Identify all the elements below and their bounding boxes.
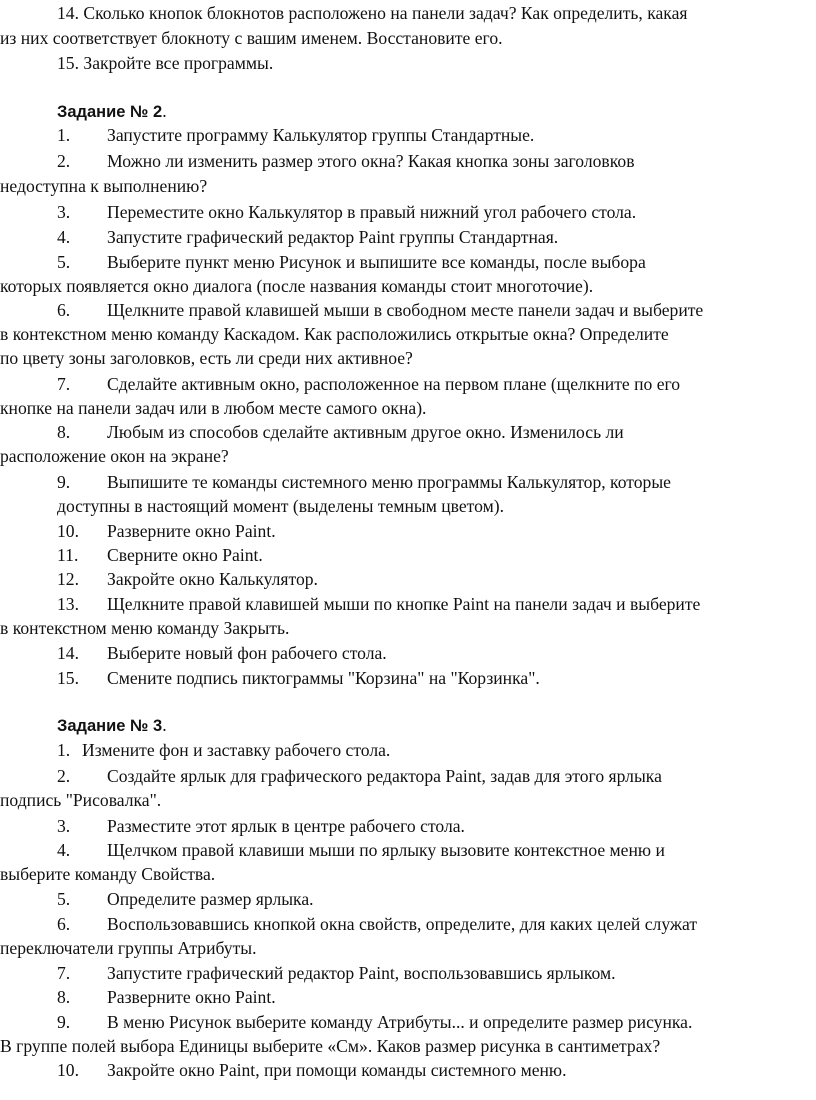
list-item: [0, 225, 816, 249]
item-number: 5.: [57, 252, 71, 272]
list-item: [0, 764, 816, 788]
item-text-continuation: подпись "Рисовалка".: [0, 790, 162, 810]
list-item-continuation: [0, 494, 816, 518]
item-text-continuation: переключатели группы Атрибуты.: [0, 938, 257, 958]
list-item-continuation: [0, 396, 816, 420]
item-text: Создайте ярлык для графического редактора Paint, задав для этого ярлыка: [107, 766, 662, 786]
list-item-continuation: [0, 1034, 816, 1058]
list-item: [0, 838, 816, 862]
item-text: Закройте окно Paint, при помощи команды системного меню.: [107, 1060, 567, 1080]
item-number: 2.: [57, 151, 71, 171]
item-number: 7.: [57, 374, 71, 394]
list-item-continuation: [0, 616, 816, 640]
task-heading-text: Задание № 3: [57, 717, 163, 735]
paragraph-line: [0, 51, 816, 75]
item-text: Смените подпись пиктограммы "Корзина" на "Корзинка".: [107, 668, 540, 688]
item-number: 9.: [57, 1012, 71, 1032]
list-item-continuation: [0, 174, 816, 198]
heading-punct: .: [162, 715, 167, 735]
item-text: Определите размер ярлыка.: [107, 889, 314, 909]
heading-punct: .: [162, 101, 167, 121]
item-number: 11.: [57, 545, 79, 565]
list-item: [0, 567, 816, 591]
list-item-continuation: [0, 322, 816, 346]
item-text-continuation: выберите команду Свойства.: [0, 864, 216, 884]
item-number: 8.: [57, 422, 71, 442]
item-text: Выпишите те команды системного меню программы Калькулятор, которые: [107, 472, 671, 492]
item-text: Разверните окно Paint.: [107, 987, 276, 1007]
item-number: 12.: [57, 569, 79, 589]
item-text: Любым из способов сделайте активным другое окно. Изменилось ли: [107, 422, 624, 442]
item-text: Сверните окно Paint.: [107, 545, 263, 565]
list-item: [0, 814, 816, 838]
item-number: 2.: [57, 766, 71, 786]
list-item: [0, 666, 816, 690]
item-text: Закройте окно Калькулятор.: [107, 569, 318, 589]
list-item: [0, 985, 816, 1009]
paragraph-line: [0, 26, 816, 50]
list-item: [0, 1010, 816, 1034]
list-item: [0, 519, 816, 543]
item-number: 10.: [57, 1060, 79, 1080]
item-text: Щелкните правой клавишей мыши в свободном месте панели задач и выберите: [107, 300, 704, 320]
item-number: 4.: [57, 840, 71, 860]
list-item: [0, 200, 816, 224]
item-number: 15.: [57, 668, 79, 688]
item-text-continuation: доступны в настоящий момент (выделены темным цветом).: [57, 496, 504, 516]
list-item: [0, 738, 816, 762]
item-number: 13.: [57, 594, 79, 614]
list-item: [0, 961, 816, 985]
item-text-continuation: в контекстном меню команду Каскадом. Как расположились открытые окна? Определите: [0, 324, 669, 344]
item-text-continuation: которых появляется окно диалога (после названия команды стоит многоточие).: [0, 276, 594, 296]
list-item: [0, 470, 816, 494]
list-item: [0, 912, 816, 936]
list-item: [0, 420, 816, 444]
list-item: [0, 641, 816, 665]
item-text: Можно ли изменить размер этого окна? Какая кнопка зоны заголовков: [107, 151, 635, 171]
item-text-continuation: кнопке на панели задач или в любом месте самого окна).: [0, 398, 427, 418]
item-text: Измените фон и заставку рабочего стола.: [82, 740, 391, 760]
item-15-text: 15. Закройте все программы.: [57, 53, 274, 73]
item-text-continuation: по цвету зоны заголовков, есть ли среди них активное?: [0, 348, 413, 368]
item-text: Щелкните правой клавишей мыши по кнопке Paint на панели задач и выберите: [107, 594, 701, 614]
item-number: 3.: [57, 202, 71, 222]
item-number: 3.: [57, 816, 71, 836]
task-heading-text: Задание № 2: [57, 103, 163, 121]
list-item: [0, 298, 816, 322]
item-number: 9.: [57, 472, 71, 492]
item-number: 10.: [57, 521, 79, 541]
list-item-continuation: [0, 936, 816, 960]
item-number: 1.: [57, 125, 71, 145]
list-item: [0, 123, 816, 147]
list-item: [0, 372, 816, 396]
item-number: 7.: [57, 963, 71, 983]
list-item: [0, 250, 816, 274]
item-text: Запустите графический редактор Paint группы Стандартная.: [107, 227, 559, 247]
item-text: Выберите пункт меню Рисунок и выпишите все команды, после выбора: [107, 252, 646, 272]
item-text: Разместите этот ярлык в центре рабочего стола.: [107, 816, 465, 836]
list-item: [0, 149, 816, 173]
item-number: 1.: [57, 740, 71, 760]
item-text-continuation: В группе полей выбора Единицы выберите «См». Каков размер рисунка в сантиметрах?: [0, 1036, 661, 1056]
item-text: В меню Рисунок выберите команду Атрибуты... и определите размер рисунка.: [107, 1012, 693, 1032]
item-text: Запустите графический редактор Paint, воспользовавшись ярлыком.: [107, 963, 616, 983]
item-text-continuation: недоступна к выполнению?: [0, 176, 208, 196]
item-text: Сделайте активным окно, расположенное на первом плане (щелкните по его: [107, 374, 681, 394]
item-number: 5.: [57, 889, 71, 909]
list-item-continuation: [0, 788, 816, 812]
list-item: [0, 1058, 816, 1082]
list-item: [0, 543, 816, 567]
item-number: 8.: [57, 987, 71, 1007]
list-item: [0, 592, 816, 616]
item-text: Щелчком правой клавиши мыши по ярлыку вызовите контекстное меню и: [107, 840, 665, 860]
item-number: 6.: [57, 300, 71, 320]
item-text: Воспользовавшись кнопкой окна свойств, определите, для каких целей служат: [107, 914, 698, 934]
item-14-text: 14. Сколько кнопок блокнотов расположено на панели задач? Как определить, какая: [57, 3, 688, 23]
item-text: Разверните окно Paint.: [107, 521, 276, 541]
list-item-continuation: [0, 862, 816, 886]
item-text: Переместите окно Калькулятор в правый нижний угол рабочего стола.: [107, 202, 637, 222]
item-text: Запустите программу Калькулятор группы Стандартные.: [107, 125, 535, 145]
item-number: 6.: [57, 914, 71, 934]
item-text: Выберите новый фон рабочего стола.: [107, 643, 387, 663]
item-14-continuation: из них соответствует блокноту с вашим именем. Восстановите его.: [0, 28, 503, 48]
list-item: [0, 887, 816, 911]
list-item-continuation: [0, 346, 816, 370]
task-3-heading: [0, 713, 816, 737]
item-text-continuation: в контекстном меню команду Закрыть.: [0, 618, 290, 638]
list-item-continuation: [0, 274, 816, 298]
item-text-continuation: расположение окон на экране?: [0, 446, 229, 466]
task-2-heading: [0, 99, 816, 123]
item-number: 14.: [57, 643, 79, 663]
list-item-continuation: [0, 444, 816, 468]
item-number: 4.: [57, 227, 71, 247]
paragraph-line: [0, 1, 816, 25]
